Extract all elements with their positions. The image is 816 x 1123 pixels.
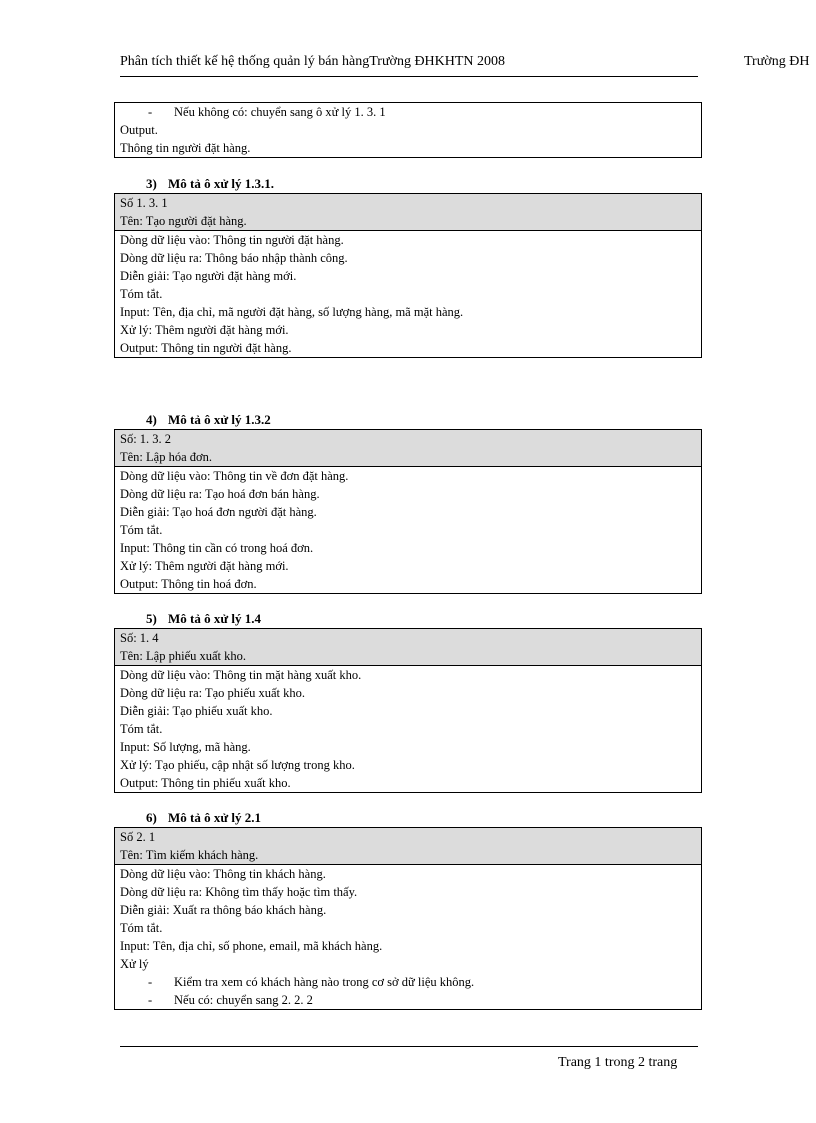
process-header: [115, 194, 701, 231]
process-name: Tên: Tìm kiếm khách hàng.: [120, 848, 259, 862]
process-header: [115, 629, 701, 666]
body-line: Output: Thông tin hoá đơn.: [120, 577, 257, 591]
process-name: Tên: Lập phiếu xuất kho.: [120, 649, 247, 663]
footer-divider: [120, 1046, 698, 1047]
body-line: Dòng dữ liệu vào: Thông tin về đơn đặt hàng.: [120, 469, 349, 483]
body-line: Input: Tên, địa chỉ, mã người đặt hàng, số lượng hàng, mã mặt hàng.: [120, 305, 464, 319]
process-header: [115, 828, 701, 865]
process-box: [114, 827, 702, 1010]
body-line: Thông tin người đặt hàng.: [120, 141, 251, 155]
body-line: Output: Thông tin phiếu xuất kho.: [120, 776, 291, 790]
body-line: Diễn giải: Xuất ra thông báo khách hàng.: [120, 903, 327, 917]
body-line: Input: Tên, địa chỉ, số phone, email, mã khách hàng.: [120, 939, 383, 953]
body-line: Output: Thông tin người đặt hàng.: [120, 341, 292, 355]
body-line: Input: Số lượng, mã hàng.: [120, 740, 251, 754]
body-line: Dòng dữ liệu ra: Tạo hoá đơn bán hàng.: [120, 487, 320, 501]
process-name: Tên: Lập hóa đơn.: [120, 450, 212, 464]
process-number: Số 1. 3. 1: [120, 196, 168, 210]
body-line: Xử lý: [120, 957, 149, 971]
body-line: Tóm tắt.: [120, 722, 163, 736]
process-box: [114, 193, 702, 358]
body-line: Dòng dữ liệu vào: Thông tin người đặt hàng.: [120, 233, 344, 247]
section-title: 4) Mô tả ô xử lý 1.3.2: [146, 412, 271, 427]
header-divider: [120, 76, 698, 77]
body-line: Input: Thông tin cần có trong hoá đơn.: [120, 541, 314, 555]
bullet-item: - Nếu có: chuyển sang 2. 2. 2: [148, 993, 313, 1007]
bullet-item: - Kiểm tra xem có khách hàng nào trong cơ sở dữ liệu không.: [148, 975, 475, 989]
section-title: 5) Mô tả ô xử lý 1.4: [146, 611, 262, 626]
continuation-box: [114, 102, 702, 158]
header-title: Phân tích thiết kế hệ thống quản lý bán hàngTrường ĐHKHTN 2008: [120, 54, 506, 69]
section-title: 3) Mô tả ô xử lý 1.3.1.: [146, 176, 275, 191]
body-line: Dòng dữ liệu vào: Thông tin mặt hàng xuất kho.: [120, 668, 362, 682]
section-title: 6) Mô tả ô xử lý 2.1: [146, 810, 262, 825]
header-right-text: Trường ĐH: [744, 54, 810, 69]
body-line: Diễn giải: Tạo người đặt hàng mới.: [120, 269, 297, 283]
body-line: Dòng dữ liệu ra: Tạo phiếu xuất kho.: [120, 686, 305, 700]
body-line: Diễn giải: Tạo phiếu xuất kho.: [120, 704, 273, 718]
body-line: Tóm tắt.: [120, 287, 163, 301]
body-line: Dòng dữ liệu ra: Thông báo nhập thành công.: [120, 251, 348, 265]
body-line: Xử lý: Tạo phiếu, cập nhật số lượng trong kho.: [120, 758, 355, 772]
process-number: Số 2. 1: [120, 830, 156, 844]
bullet-item: - Nếu không có: chuyển sang ô xử lý 1. 3. 1: [148, 105, 386, 119]
process-name: Tên: Tạo người đặt hàng.: [120, 214, 247, 228]
process-header: [115, 430, 701, 467]
page-number: Trang 1 trong 2 trang: [558, 1055, 678, 1070]
body-line: Dòng dữ liệu vào: Thông tin khách hàng.: [120, 867, 326, 881]
body-line: Tóm tắt.: [120, 523, 163, 537]
body-line: Tóm tắt.: [120, 921, 163, 935]
process-box: [114, 628, 702, 793]
body-line: Diễn giải: Tạo hoá đơn người đặt hàng.: [120, 505, 317, 519]
process-number: Số: 1. 4: [120, 631, 159, 645]
body-line: Dòng dữ liệu ra: Không tìm thấy hoặc tìm thấy.: [120, 885, 358, 899]
body-line: Xử lý: Thêm người đặt hàng mới.: [120, 323, 289, 337]
process-number: Số: 1. 3. 2: [120, 432, 172, 446]
body-line: Xử lý: Thêm người đặt hàng mới.: [120, 559, 289, 573]
body-line: Output.: [120, 123, 158, 137]
process-box: [114, 429, 702, 594]
